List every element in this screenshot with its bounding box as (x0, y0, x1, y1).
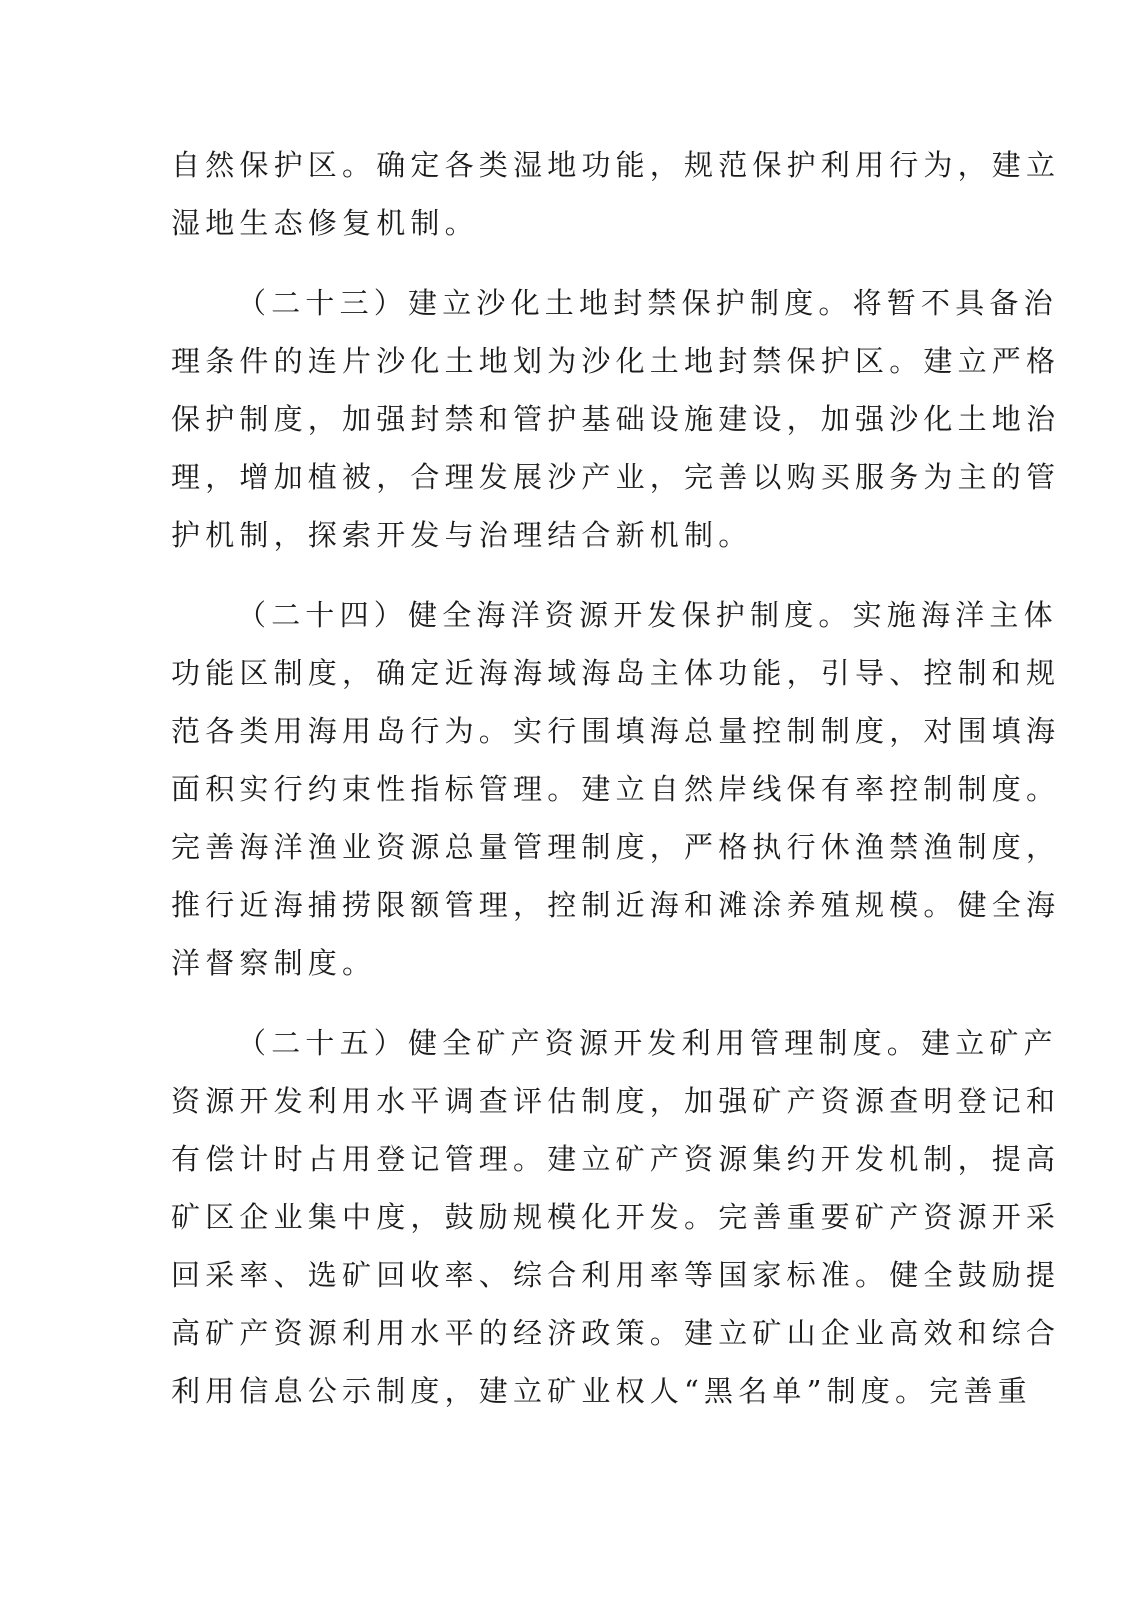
text-line: 湿地生态修复机制。 (171, 206, 479, 240)
text-line: （二十三）建立沙化土地封禁保护制度。将暂不具备治 (237, 286, 1058, 320)
text-line: 保护制度，加强封禁和管护基础设施建设，加强沙化土地治 (171, 402, 1061, 436)
text-line: 矿区企业集中度，鼓励规模化开发。完善重要矿产资源开采 (171, 1200, 1061, 1234)
text-line: 高矿产资源利用水平的经济政策。建立矿山企业高效和综合 (171, 1316, 1061, 1350)
text-line: 自然保护区。确定各类湿地功能，规范保护利用行为，建立 (171, 148, 1061, 182)
text-line: 回采率、选矿回收率、综合利用率等国家标准。健全鼓励提 (171, 1258, 1061, 1292)
text-line: 面积实行约束性指标管理。建立自然岸线保有率控制制度。 (171, 772, 1061, 806)
text-line: （二十四）健全海洋资源开发保护制度。实施海洋主体 (237, 598, 1058, 632)
text-line: 完善海洋渔业资源总量管理制度，严格执行休渔禁渔制度， (171, 830, 1061, 864)
text-line: 理条件的连片沙化土地划为沙化土地封禁保护区。建立严格 (171, 344, 1061, 378)
text-line: 护机制，探索开发与治理结合新机制。 (171, 518, 753, 552)
text-line: 洋督察制度。 (171, 946, 377, 980)
text-line: （二十五）健全矿产资源开发利用管理制度。建立矿产 (237, 1026, 1058, 1060)
text-line: 范各类用海用岛行为。实行围填海总量控制制度，对围填海 (171, 714, 1061, 748)
text-line: 功能区制度，确定近海海域海岛主体功能，引导、控制和规 (171, 656, 1061, 690)
text-line: 利用信息公示制度，建立矿业权人“黑名单”制度。完善重 (171, 1374, 1032, 1408)
text-line: 资源开发利用水平调查评估制度，加强矿产资源查明登记和 (171, 1084, 1061, 1118)
text-line: 推行近海捕捞限额管理，控制近海和滩涂养殖规模。健全海 (171, 888, 1061, 922)
text-line: 理，增加植被，合理发展沙产业，完善以购买服务为主的管 (171, 460, 1061, 494)
text-line: 有偿计时占用登记管理。建立矿产资源集约开发机制，提高 (171, 1142, 1061, 1176)
